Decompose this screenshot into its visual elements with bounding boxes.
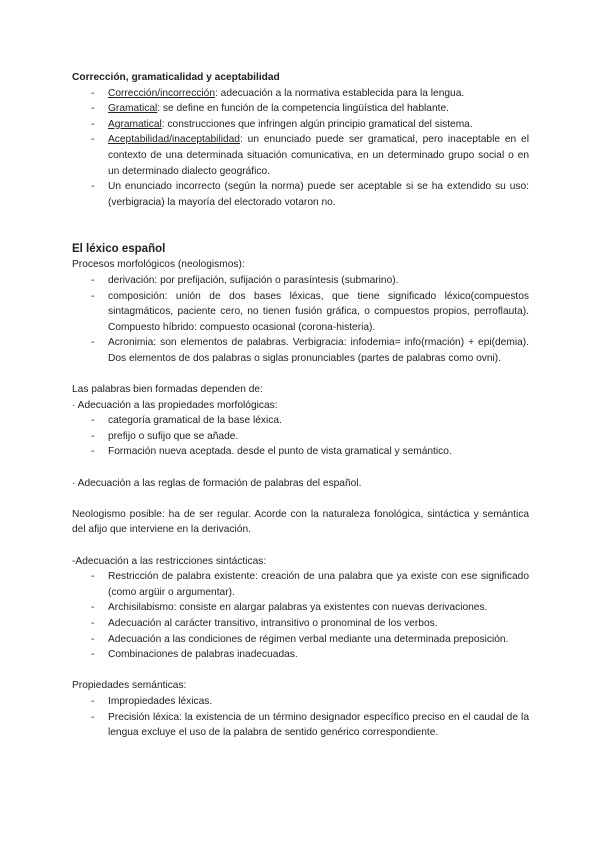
adecuacion-sintactica: -Adecuación a las restricciones sintácticas: (72, 555, 267, 567)
list-item: - composición: unión de dos bases léxicas, que tiene significado léxico(compuestos sintagmáticos, paciente cero, no tienen fusión gráfica, o compuestos propios, perroflauta). Compuesto híbrido: compuesto ocasional (corona-histeria). (108, 289, 529, 336)
term: Agramatical (108, 118, 162, 130)
term: Aceptabilidad/inaceptabilidad (108, 134, 240, 146)
definition: : se define en función de la competencia lingüística del hablante. (157, 103, 449, 115)
list-item: - Formación nueva aceptada. desde el punto de vista gramatical y semántico. (108, 444, 529, 460)
list-item: - Restricción de palabra existente: creación de una palabra que ya existe con ese significado (como argüir o argumentar). (108, 569, 529, 600)
list-item (108, 117, 529, 133)
list-item (108, 179, 529, 210)
definition: Un enunciado incorrecto (según la norma) puede ser aceptable si se ha extendido su uso: (verbigracia) la mayoría del electorado votaron no. (108, 181, 529, 208)
list-item (108, 101, 529, 117)
morfologicas-list (72, 413, 529, 460)
list-item: - Archisilabismo: consiste en alargar palabras ya existentes con nuevas derivaciones. (108, 600, 529, 616)
definition: : construcciones que infringen algún principio gramatical del sistema. (161, 118, 473, 130)
correccion-list (72, 86, 529, 211)
list-item: - prefijo o sufijo que se añade. (108, 429, 529, 445)
definition: : un enunciado puede ser gramatical, pero inaceptable en el contexto de una determinada situación comunicativa, en un determinado grupo social o en un determinado dialecto geográfico. (108, 134, 529, 177)
adecuacion-morfologica: · Adecuación a las propiedades morfológicas: (72, 399, 278, 411)
list-item: - Adecuación al carácter transitivo, intransitivo o pronominal de los verbos. (108, 616, 529, 632)
term: Corrección/incorrección (108, 87, 216, 99)
list-item (108, 132, 529, 179)
adecuacion-reglas: · Adecuación a las reglas de formación de palabras del español. (72, 477, 362, 489)
neologismo-paragraph: Neologismo posible: ha de ser regular. Acorde con la naturaleza fonológica, sintáctica y semántica del afijo que interviene en la derivación. (72, 508, 529, 536)
list-item: - derivación: por prefijación, sufijación o parasíntesis (submarino). (108, 273, 529, 289)
procesos-list (72, 273, 529, 367)
list-item (108, 86, 529, 102)
term: Gramatical (108, 103, 158, 115)
list-item: - Adecuación a las condiciones de régimen verbal mediante una determinada preposición. (108, 632, 529, 648)
list-item: - categoría gramatical de la base léxica. (108, 413, 529, 429)
list-item: - Acronimia: son elementos de palabras. Verbigracia: infodemia= info(rmación) + epi(demia). Dos elementos de dos palabras o siglas pronunciables (partes de palabras como ovni). (108, 335, 529, 366)
list-item: - Impropiedades léxicas. (108, 694, 529, 710)
semanticas-intro: Propiedades semánticas: (72, 680, 187, 692)
procesos-intro: Procesos morfológicos (neologismos): (72, 259, 245, 271)
section-title-lexico: El léxico español (72, 243, 166, 256)
list-item: - Combinaciones de palabras inadecuadas. (108, 647, 529, 663)
document-page (72, 70, 529, 741)
semanticas-list (72, 694, 529, 741)
sintacticas-list (72, 569, 529, 663)
bien-formadas-intro: Las palabras bien formadas dependen de: (72, 384, 263, 396)
section-title-correccion: Corrección, gramaticalidad y aceptabilidad (72, 72, 280, 83)
definition: : adecuación a la normativa establecida para la lengua. (215, 87, 465, 99)
list-item: - Precisión léxica: la existencia de un término designador específico preciso en el caudal de la lengua excluye el uso de la palabra de sentido genérico correspondiente. (108, 710, 529, 741)
